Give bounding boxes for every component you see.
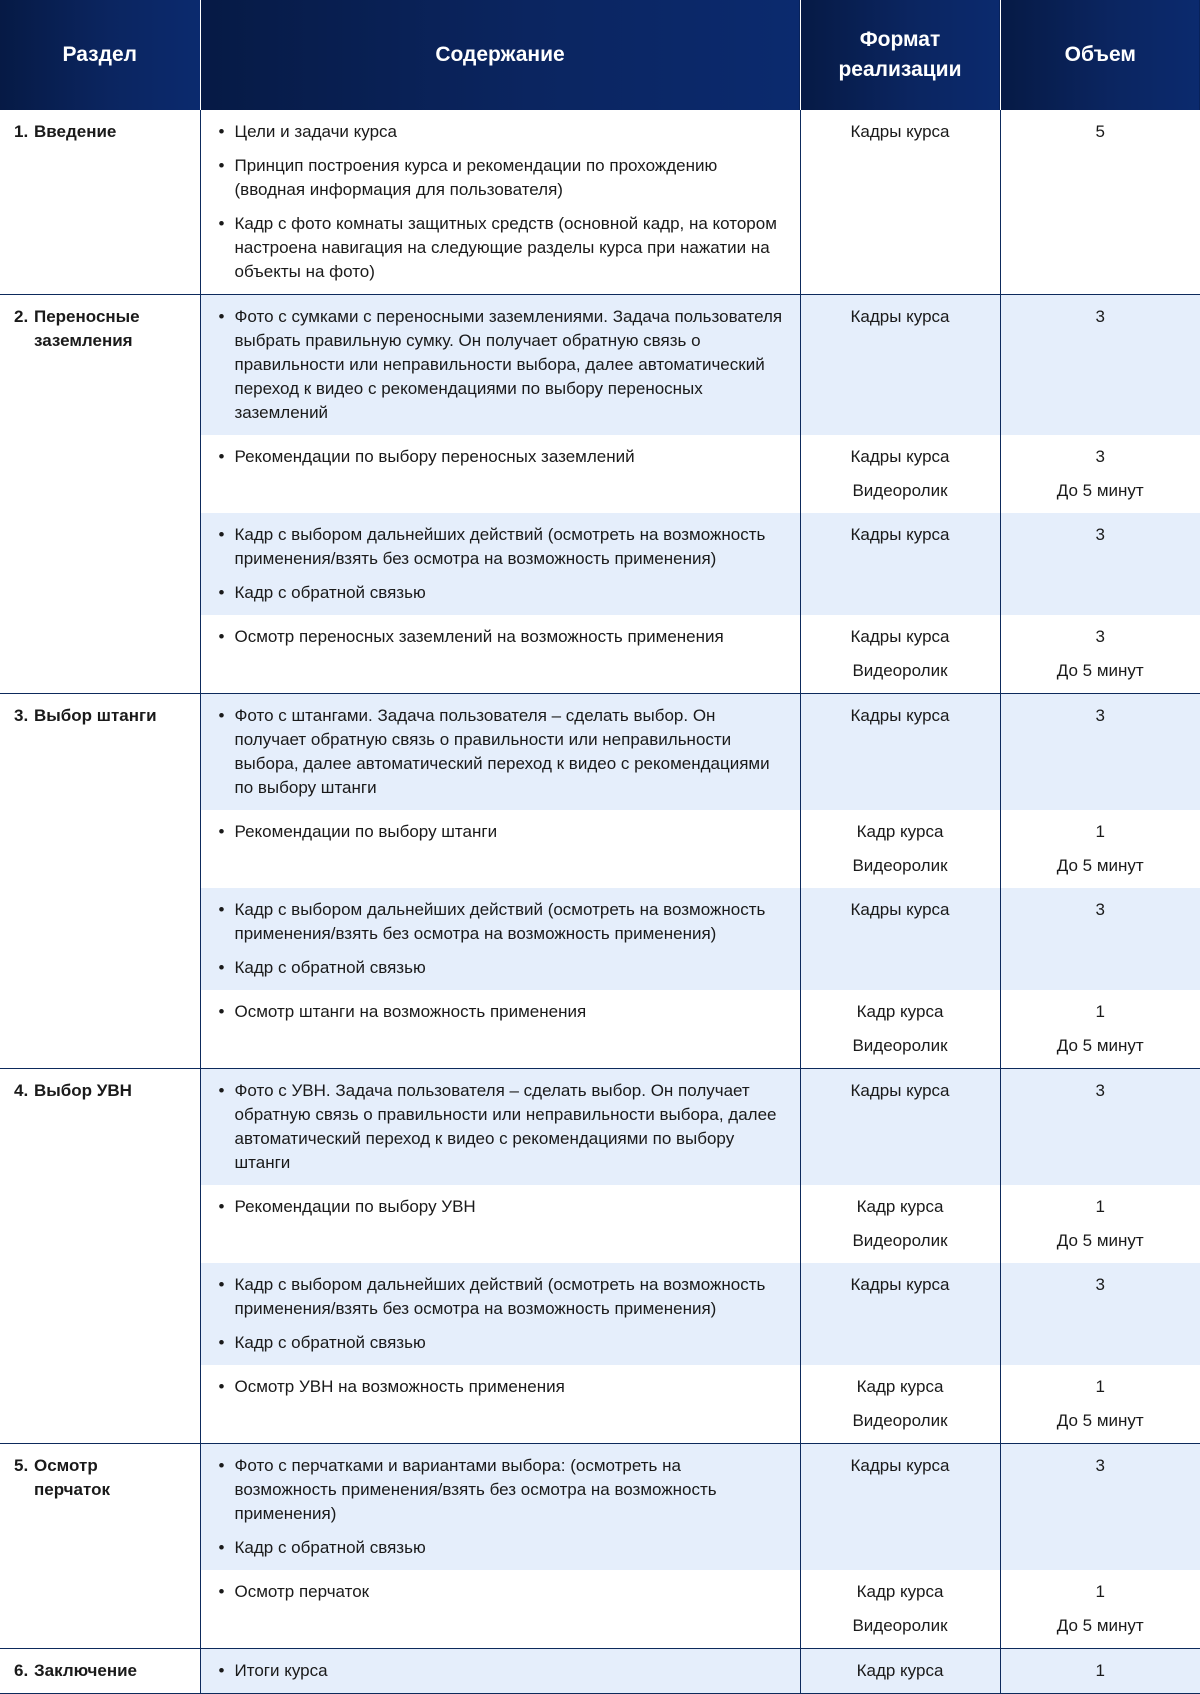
section-number: 6. (14, 1661, 29, 1680)
format-cell (800, 888, 1000, 990)
format-value: Кадр курса (856, 822, 944, 841)
volume-cell (1000, 513, 1200, 615)
volume-value: 3 (1095, 1456, 1105, 1475)
volume-cell (1000, 1185, 1200, 1263)
section-title-cell (0, 1069, 200, 1444)
section-number: 1. (14, 122, 29, 141)
content-bullet-item: • Фото с перчатками и вариантами выбора: (осмотреть на возможность применения/взять без осмотра на возможность применения) (213, 1454, 788, 1526)
volume-value: 1 (1095, 1002, 1105, 1021)
format-cell (800, 615, 1000, 694)
section-name: Введение (34, 122, 117, 141)
content-cell (200, 1649, 800, 1694)
section-name: Заключение (34, 1661, 137, 1680)
content-bullet-item: • Принцип построения курса и рекомендации по прохождению (вводная информация для пользователя) (213, 154, 788, 202)
content-bullet-item: • Кадр с обратной связью (213, 1331, 788, 1355)
section-number: 4. (14, 1081, 29, 1100)
section-title-cell (0, 110, 200, 295)
content-bullet-list (213, 898, 788, 980)
format-cell (800, 694, 1000, 811)
volume-value: 3 (1095, 447, 1105, 466)
content-bullet-item: • Рекомендации по выбору переносных заземлений (213, 445, 788, 469)
content-bullet-list (213, 1273, 788, 1355)
content-cell (200, 295, 800, 436)
content-bullet-item: • Рекомендации по выбору УВН (213, 1195, 788, 1219)
content-cell (200, 110, 800, 295)
volume-value: 3 (1095, 900, 1105, 919)
volume-value: 3 (1095, 706, 1105, 725)
format-value: Кадр курса (856, 1661, 944, 1680)
header-volume: Объем (1000, 0, 1200, 110)
volume-value: До 5 минут (1056, 1411, 1144, 1430)
content-bullet-list (213, 820, 788, 844)
content-bullet-list (213, 1000, 788, 1024)
volume-value: 3 (1095, 627, 1105, 646)
table-body (0, 110, 1200, 1694)
content-bullet-list (213, 1079, 788, 1175)
volume-value: 5 (1095, 122, 1105, 141)
volume-value: 1 (1095, 1661, 1105, 1680)
volume-cell (1000, 1444, 1200, 1571)
content-bullet-item: • Рекомендации по выбору штанги (213, 820, 788, 844)
content-bullet-item: • Кадр с выбором дальнейших действий (осмотреть на возможность применения/взять без осмотра на возможность применения) (213, 523, 788, 571)
volume-cell (1000, 810, 1200, 888)
content-bullet-list (213, 1195, 788, 1219)
content-cell (200, 513, 800, 615)
header-content: Содержание (200, 0, 800, 110)
section-name: Переносные заземления (34, 307, 140, 350)
content-cell (200, 435, 800, 513)
format-value: Кадры курса (850, 1275, 950, 1294)
table-row (0, 295, 1200, 436)
table-row (0, 110, 1200, 295)
content-bullet-item: • Осмотр штанги на возможность применения (213, 1000, 788, 1024)
format-value: Кадры курса (850, 307, 950, 326)
section-number: 3. (14, 706, 29, 725)
volume-value: 1 (1095, 1582, 1105, 1601)
format-value: Кадры курса (850, 900, 950, 919)
volume-cell (1000, 110, 1200, 295)
format-value: Видеоролик (852, 1036, 948, 1055)
content-bullet-item: • Итоги курса (213, 1659, 788, 1683)
format-cell (800, 1365, 1000, 1444)
format-value: Видеоролик (852, 1411, 948, 1430)
content-bullet-item: • Кадр с обратной связью (213, 956, 788, 980)
volume-cell (1000, 295, 1200, 436)
section-title-cell (0, 694, 200, 1069)
content-bullet-list (213, 1375, 788, 1399)
content-bullet-list (213, 1454, 788, 1560)
table-row (0, 1444, 1200, 1571)
content-bullet-item: • Фото с сумками с переносными заземлениями. Задача пользователя выбрать правильную сумку. Он получает обратную связь о правильности или неправильности выбора, далее автоматический переход к видео с рекомендациями по выбору переносных заземлений (213, 305, 788, 425)
format-value: Кадры курса (850, 447, 950, 466)
volume-value: До 5 минут (1056, 1231, 1144, 1250)
section-number: 2. (14, 307, 29, 326)
format-value: Кадры курса (850, 627, 950, 646)
content-cell (200, 1444, 800, 1571)
format-value: Видеоролик (852, 1616, 948, 1635)
format-value: Видеоролик (852, 661, 948, 680)
content-cell (200, 1570, 800, 1649)
format-cell (800, 990, 1000, 1069)
format-cell (800, 1570, 1000, 1649)
content-bullet-item: • Кадр с выбором дальнейших действий (осмотреть на возможность применения/взять без осмотра на возможность применения) (213, 898, 788, 946)
section-title-cell (0, 1649, 200, 1694)
content-bullet-item: • Кадр с обратной связью (213, 581, 788, 605)
table-row (0, 1649, 1200, 1694)
format-cell (800, 513, 1000, 615)
section-number: 5. (14, 1456, 29, 1475)
format-value: Кадр курса (856, 1197, 944, 1216)
volume-cell (1000, 1570, 1200, 1649)
header-format (800, 0, 1000, 110)
section-name: Выбор штанги (34, 706, 157, 725)
format-value: Видеоролик (852, 1231, 948, 1250)
format-cell (800, 1185, 1000, 1263)
volume-value: 3 (1095, 525, 1105, 544)
format-cell (800, 1263, 1000, 1365)
content-bullet-item: • Фото с штангами. Задача пользователя – сделать выбор. Он получает обратную связь о правильности или неправильности выбора, далее автоматический переход к видео с рекомендациями по выбору штанги (213, 704, 788, 800)
content-bullet-list (213, 305, 788, 425)
format-value: Кадры курса (850, 525, 950, 544)
content-bullet-item: • Кадр с обратной связью (213, 1536, 788, 1560)
content-cell (200, 888, 800, 990)
header-format-line2: реализации (838, 58, 962, 81)
format-value: Видеоролик (852, 856, 948, 875)
content-cell (200, 615, 800, 694)
format-cell (800, 295, 1000, 436)
content-bullet-item: • Кадр с фото комнаты защитных средств (основной кадр, на котором настроена навигация на следующие разделы курса при нажатии на объекты на фото) (213, 212, 788, 284)
content-cell (200, 1263, 800, 1365)
content-bullet-item: • Цели и задачи курса (213, 120, 788, 144)
format-cell (800, 435, 1000, 513)
content-bullet-item: • Фото с УВН. Задача пользователя – сделать выбор. Он получает обратную связь о правильности или неправильности выбора, далее автоматический переход к видео с рекомендациями по выбору штанги (213, 1079, 788, 1175)
section-name: Выбор УВН (34, 1081, 132, 1100)
format-value: Кадры курса (850, 122, 950, 141)
volume-value: 3 (1095, 1275, 1105, 1294)
content-cell (200, 694, 800, 811)
volume-cell (1000, 1649, 1200, 1694)
format-cell (800, 1649, 1000, 1694)
content-bullet-item: • Осмотр переносных заземлений на возможность применения (213, 625, 788, 649)
volume-cell (1000, 1263, 1200, 1365)
table-row (0, 1069, 1200, 1186)
header-format-line1: Формат (859, 28, 941, 51)
format-cell (800, 1444, 1000, 1571)
volume-cell (1000, 694, 1200, 811)
table-row (0, 694, 1200, 811)
section-title-cell (0, 1444, 200, 1649)
volume-cell (1000, 888, 1200, 990)
volume-value: До 5 минут (1056, 1616, 1144, 1635)
volume-value: 3 (1095, 1081, 1105, 1100)
volume-value: До 5 минут (1056, 856, 1144, 875)
volume-value: 1 (1095, 1197, 1105, 1216)
volume-value: До 5 минут (1056, 661, 1144, 680)
volume-cell (1000, 990, 1200, 1069)
volume-value: 1 (1095, 1377, 1105, 1396)
content-bullet-list (213, 625, 788, 649)
format-value: Кадры курса (850, 1081, 950, 1100)
content-bullet-item: • Осмотр перчаток (213, 1580, 788, 1604)
volume-cell (1000, 615, 1200, 694)
content-bullet-list (213, 1580, 788, 1604)
content-bullet-list (213, 523, 788, 605)
section-name: Осмотр перчаток (34, 1456, 111, 1499)
section-title-cell (0, 295, 200, 694)
format-value: Видеоролик (852, 481, 948, 500)
format-cell (800, 1069, 1000, 1186)
volume-value: 1 (1095, 822, 1105, 841)
content-cell (200, 1365, 800, 1444)
content-bullet-list (213, 120, 788, 284)
content-bullet-list (213, 445, 788, 469)
format-value: Кадр курса (856, 1377, 944, 1396)
volume-value: До 5 минут (1056, 1036, 1144, 1055)
content-bullet-list (213, 704, 788, 800)
content-bullet-list (213, 1659, 788, 1683)
format-value: Кадр курса (856, 1582, 944, 1601)
volume-cell (1000, 1365, 1200, 1444)
format-value: Кадр курса (856, 1002, 944, 1021)
volume-value: 3 (1095, 307, 1105, 326)
format-cell (800, 110, 1000, 295)
format-value: Кадры курса (850, 1456, 950, 1475)
content-bullet-item: • Кадр с выбором дальнейших действий (осмотреть на возможность применения/взять без осмотра на возможность применения) (213, 1273, 788, 1321)
header-section: Раздел (0, 0, 200, 110)
content-cell (200, 1185, 800, 1263)
format-cell (800, 810, 1000, 888)
content-bullet-item: • Осмотр УВН на возможность применения (213, 1375, 788, 1399)
volume-cell (1000, 435, 1200, 513)
volume-value: До 5 минут (1056, 481, 1144, 500)
content-cell (200, 990, 800, 1069)
volume-cell (1000, 1069, 1200, 1186)
format-value: Кадры курса (850, 706, 950, 725)
content-cell (200, 1069, 800, 1186)
table-header-row (0, 0, 1200, 110)
content-cell (200, 810, 800, 888)
